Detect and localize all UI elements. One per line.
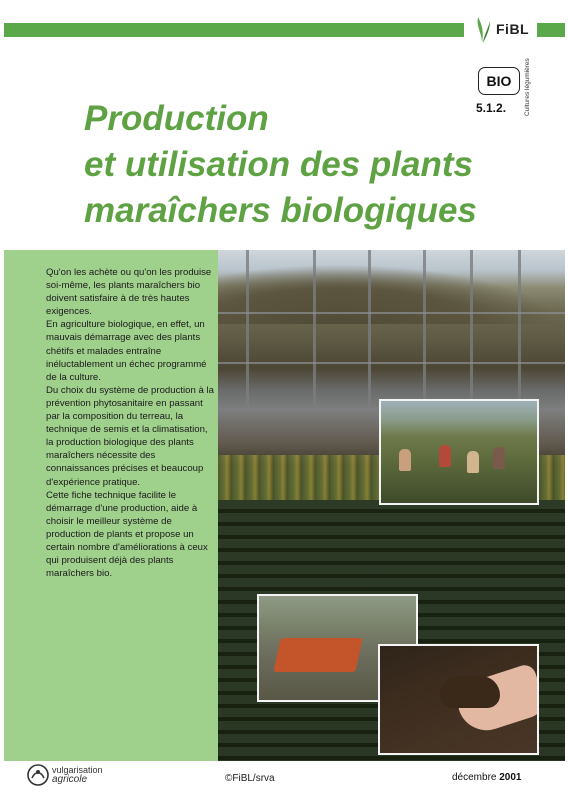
greenhouse-pole	[313, 250, 316, 408]
top-green-bar-right	[537, 23, 565, 37]
worker-figure	[439, 445, 451, 467]
intro-paragraph-1: Qu'on les achète ou qu'on les produise soi-même, les plants maraîchers bio doivent satisfaire à de très hautes exigences.	[46, 267, 212, 318]
title-line-3: maraîchers biologiques	[84, 191, 477, 230]
workers-photo	[379, 399, 539, 505]
title-line-2: et utilisation des plants	[84, 145, 473, 184]
worker-figure	[399, 449, 411, 471]
top-green-bar	[4, 23, 464, 37]
footer-logo-line-1: vulgarisation	[52, 765, 103, 775]
hill-background	[218, 264, 565, 324]
publication-date	[452, 772, 522, 783]
series-code: 5.1.2.	[476, 101, 507, 115]
vulgarisation-logo	[26, 763, 103, 787]
vulgarisation-emblem-icon	[26, 763, 50, 787]
footer-logo-line-2: agricole	[52, 774, 88, 785]
series-badge: BIO	[478, 67, 520, 95]
greenhouse-pole	[368, 250, 371, 408]
greenhouse-pole	[246, 250, 249, 408]
intro-paragraph-2: En agriculture biologique, en effet, un mauvais démarrage avec des plants chétifs et malades entraîne inéluctablement un échec programmé de la culture.	[46, 319, 207, 383]
title-line-1: Production	[84, 99, 269, 138]
greenhouse-pole	[518, 250, 521, 408]
copyright-text: ©FiBL/srva	[225, 773, 275, 784]
greenhouse-beam	[218, 312, 565, 314]
worker-figure	[467, 451, 479, 473]
greenhouse-pole	[470, 250, 473, 408]
greenhouse-beam	[218, 362, 565, 364]
publication-year: 2001	[499, 772, 522, 783]
series-vertical-label: Cultures légumières	[524, 58, 531, 116]
worker-figure	[493, 447, 505, 469]
intro-text	[46, 266, 214, 580]
soil-hand-photo	[378, 644, 539, 755]
publication-month: décembre	[452, 772, 497, 783]
greenhouse-pole	[423, 250, 426, 408]
soil-handful	[440, 676, 500, 708]
fibl-logo	[470, 12, 536, 46]
soil-mixer-cart	[273, 638, 362, 672]
intro-paragraph-4: Cette fiche technique facilite le démarrage d'une production, aide à choisir le meilleur système de production de plants et propose un certain nombre d'améliorations à ceux qui produisent déjà des plants maraîchers bio.	[46, 489, 208, 580]
fibl-leaf-icon	[470, 13, 494, 45]
page-title	[84, 96, 544, 234]
fibl-logo-text: FiBL	[496, 21, 530, 37]
intro-paragraph-3: Du choix du système de production à la prévention phytosanitaire en passant par la composition du terreau, la technique de semis et la climatisation, la production biologique des plants maraîchers nécessite des connaissances précises et beaucoup d'expérience pratique.	[46, 384, 214, 488]
